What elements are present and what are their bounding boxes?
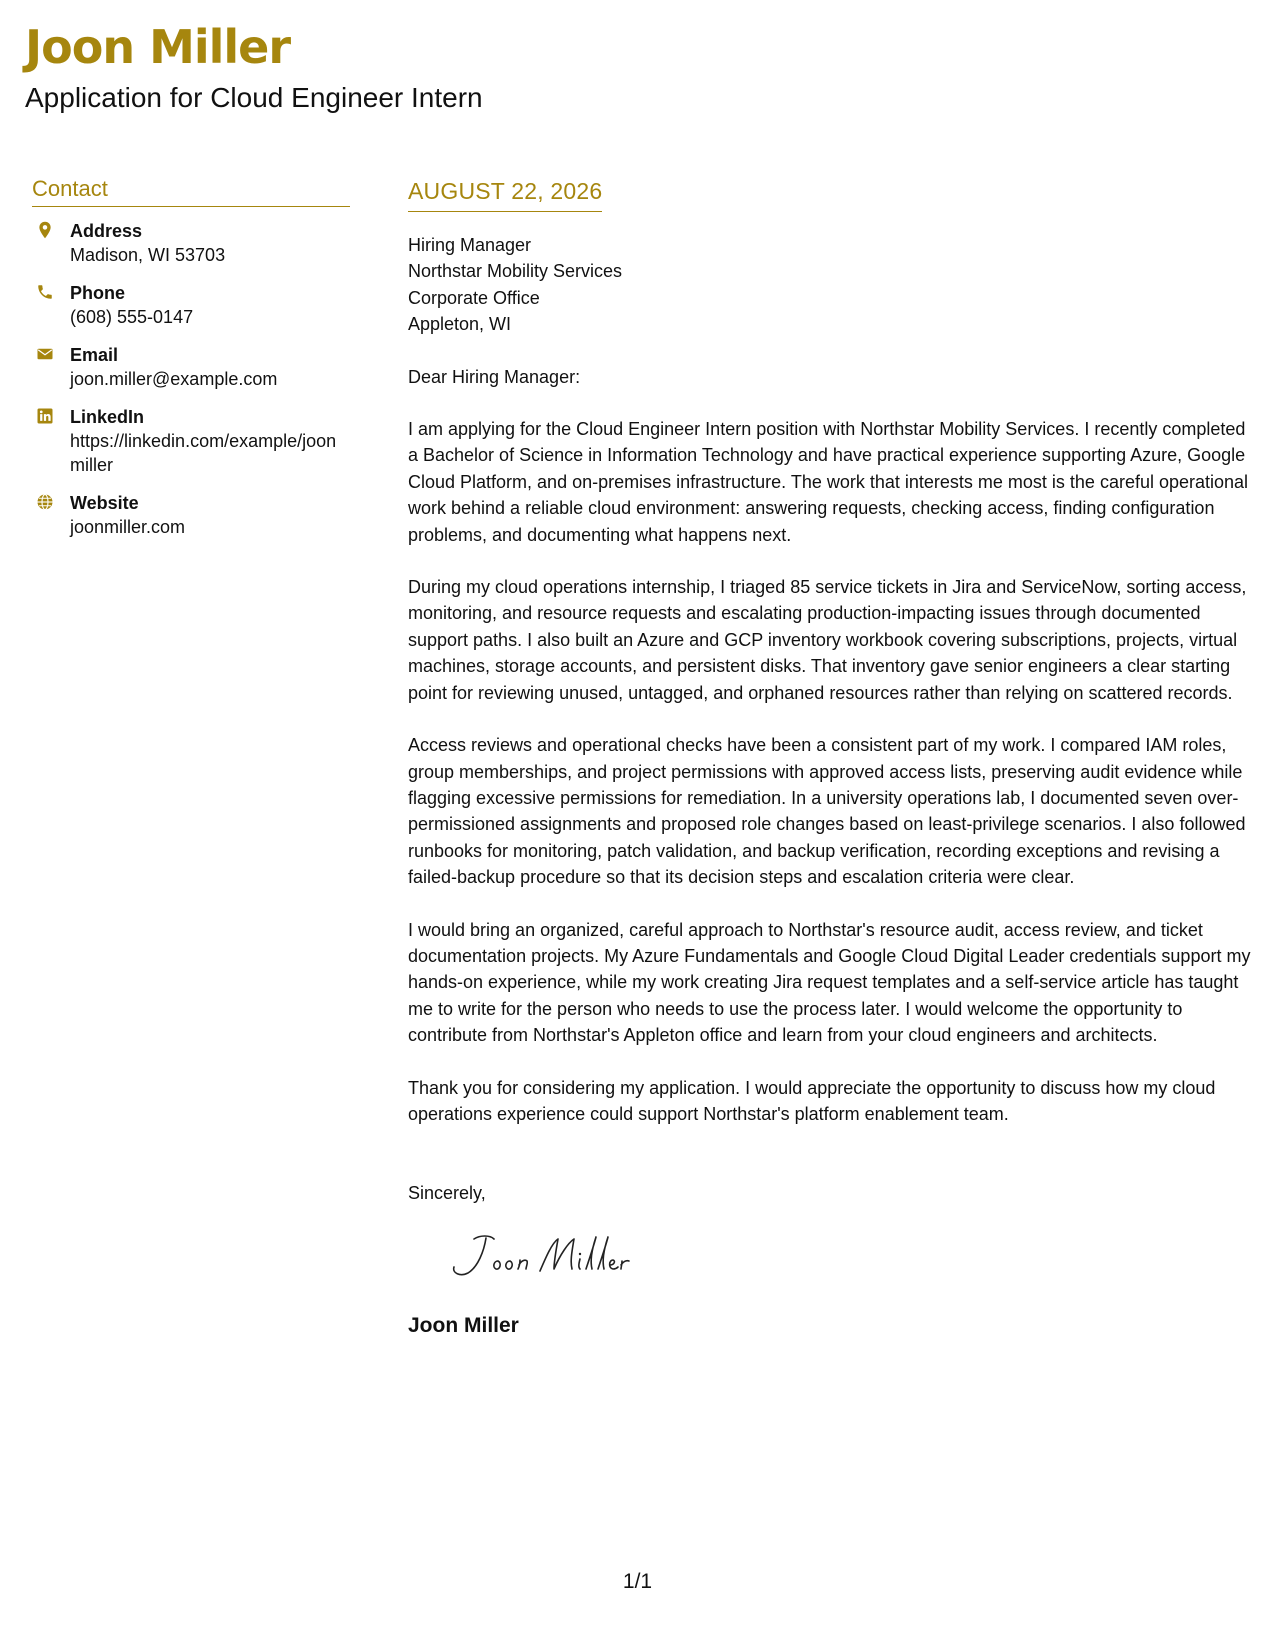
contact-sidebar xyxy=(32,176,350,553)
recipient-line: Corporate Office xyxy=(408,287,540,308)
recipient-line: Appleton, WI xyxy=(408,314,512,335)
website-value[interactable]: joonmiller.com xyxy=(70,517,186,537)
paragraph: Access reviews and operational checks have been a consistent part of my work. I compared IAM roles, group memberships, and project permissions with approved access lists, preserving audit evidence while flagging excessive permissions for remediation. In a university operations lab, I documented seven over-permissioned assignments and proposed role changes based on least-privilege scenarios. I also followed runbooks for monitoring, patch validation, and backup verification, recording exceptions and revising a failed-backup procedure so that its decision steps and escalation criteria were clear. xyxy=(408,735,1246,888)
globe-icon xyxy=(36,493,54,511)
map-pin-icon xyxy=(36,221,54,239)
email-label: Email xyxy=(70,345,119,365)
contact-linkedin xyxy=(32,405,350,477)
applicant-name: Joon Miller xyxy=(25,20,291,74)
paragraph: I am applying for the Cloud Engineer Intern position with Northstar Mobility Services. I recently completed a Bachelor of Science in Information Technology and have practical experience supporting Azure, Google Cloud Platform, and on-premises infrastructure. The work that interests me most is the careful operational work behind a reliable cloud environment: answering requests, checking access, finding configuration problems, and documenting what happens next. xyxy=(408,419,1249,545)
phone-icon xyxy=(36,283,54,301)
letter-body xyxy=(408,178,1253,1338)
phone-label: Phone xyxy=(70,283,126,303)
linkedin-icon xyxy=(36,407,54,425)
envelope-icon xyxy=(36,345,54,363)
application-subtitle: Application for Cloud Engineer Intern xyxy=(25,82,483,113)
email-value: joon.miller@example.com xyxy=(70,369,278,389)
contact-heading: Contact xyxy=(32,176,350,207)
paragraph: During my cloud operations internship, I triaged 85 service tickets in Jira and ServiceNow, sorting access, monitoring, and resource requests and escalating production-impacting issues through documented support paths. I also built an Azure and GCP inventory workbook covering subscriptions, projects, virtual machines, storage accounts, and persistent disks. That inventory gave senior engineers a clear starting point for reviewing unused, untagged, and orphaned resources rather than relying on scattered records. xyxy=(408,577,1247,703)
page-number: 1/1 xyxy=(622,1570,653,1593)
contact-website xyxy=(32,491,350,539)
website-label: Website xyxy=(70,493,139,513)
address-value: Madison, WI 53703 xyxy=(70,245,226,265)
contact-address xyxy=(32,219,350,267)
phone-value: (608) 555-0147 xyxy=(70,307,194,327)
salutation: Dear Hiring Manager: xyxy=(408,366,581,387)
recipient-line: Northstar Mobility Services xyxy=(408,261,623,282)
paragraph: Thank you for considering my application. I would appreciate the opportunity to discuss how my cloud operations experience could support Northstar's platform enablement team. xyxy=(408,1077,1216,1124)
contact-phone xyxy=(32,281,350,329)
address-label: Address xyxy=(70,221,143,241)
linkedin-label: LinkedIn xyxy=(70,407,145,427)
contact-email xyxy=(32,343,350,391)
paragraph: I would bring an organized, careful approach to Northstar's resource audit, access review, and ticket documentation projects. My Azure Fundamentals and Google Cloud Digital Leader credentials support my hands-on experience, while my work creating Jira request templates and a self-service article has taught me to write for the person who needs to use the process later. I would welcome the opportunity to contribute from Northstar's Appleton office and learn from your cloud engineers and architects. xyxy=(408,919,1251,1046)
recipient-block xyxy=(408,232,1253,338)
letter-date: AUGUST 22, 2026 xyxy=(408,178,602,212)
linkedin-value[interactable]: https://linkedin.com/example/joonmiller xyxy=(70,431,337,475)
closing: Sincerely, xyxy=(408,1183,486,1204)
recipient-line: Hiring Manager xyxy=(408,235,532,255)
handwritten-signature xyxy=(442,1227,642,1287)
signer-name: Joon Miller xyxy=(408,1313,519,1337)
